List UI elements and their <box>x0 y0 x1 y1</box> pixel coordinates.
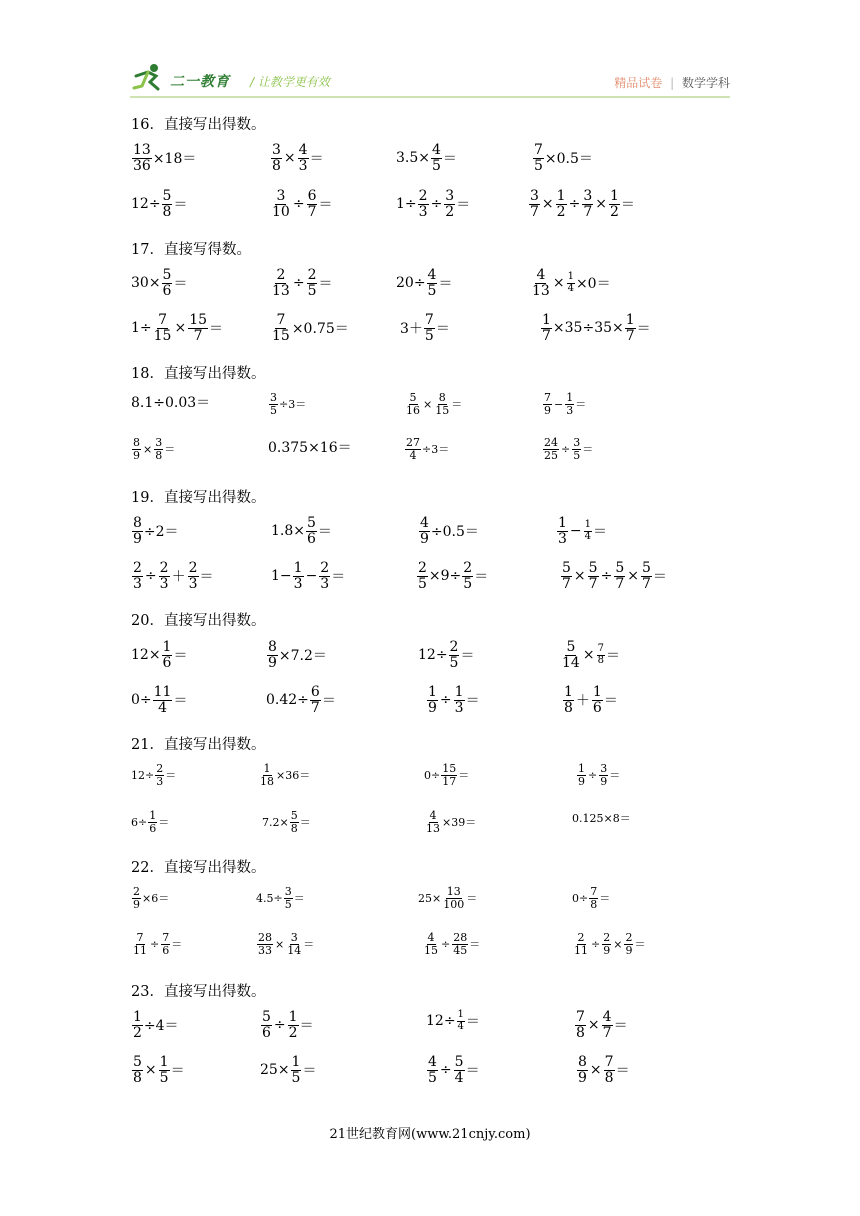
problem: $\frac{1}{2}$ ÷4＝ <box>133 1009 179 1041</box>
problem: 4.5÷ $\frac{3}{5}$ ＝ <box>256 885 305 911</box>
header-tags <box>614 74 730 91</box>
problem: $\frac{5}{16}$ × $\frac{8}{15}$ ＝ <box>406 391 463 417</box>
problem: 25× $\frac{13}{100}$ ＝ <box>418 885 478 911</box>
problem: 3＋ $\frac{7}{5}$ ＝ <box>400 312 450 344</box>
section-title-20: 20．直接写出得数。 <box>131 613 266 629</box>
problem: $\frac{7}{11}$ ÷ $\frac{7}{6}$ ＝ <box>133 931 183 957</box>
problem: $\frac{4}{5}$ ÷ $\frac{5}{4}$ ＝ <box>428 1054 480 1086</box>
problem: $\frac{1}{9}$ ÷ $\frac{1}{3}$ ＝ <box>428 684 480 716</box>
section-title-17: 17．直接写得数。 <box>131 242 251 258</box>
problem: $\frac{3}{7}$ × $\frac{1}{2}$ ÷ $\frac{3}{7}$ × $\frac{1}{2}$ ＝ <box>530 188 635 220</box>
problem: 7.2× $\frac{5}{8}$ ＝ <box>262 809 311 835</box>
problem: 0.42÷ $\frac{6}{7}$ ＝ <box>266 684 336 716</box>
header-divider <box>130 96 730 98</box>
problem: $\frac{28}{33}$ × $\frac{3}{14}$ ＝ <box>258 931 315 957</box>
problem: $\frac{7}{15}$ ×0.75＝ <box>272 312 349 344</box>
section-title-21: 21．直接写出得数。 <box>131 737 266 753</box>
problem: 12÷ $\frac{2}{5}$ ＝ <box>418 639 475 671</box>
logo-slogan: / 让教学更有效 <box>250 75 330 89</box>
problem: $\frac{5}{7}$ × $\frac{5}{7}$ ÷ $\frac{5}{7}$ × $\frac{5}{7}$ ＝ <box>562 560 667 592</box>
problem: $\frac{3}{5}$ ÷3＝ <box>270 391 307 417</box>
problem: $\frac{8}{9}$ ÷2＝ <box>133 515 179 547</box>
problem: $\frac{1}{3}$ − $\frac{1}{4}$ ＝ <box>558 515 608 547</box>
section-title-18: 18．直接写出得数。 <box>131 366 266 382</box>
problem: $\frac{2}{3}$ ÷ $\frac{2}{3}$ ＋ $\frac{2}{3}$ ＝ <box>133 560 214 592</box>
problem: 12÷ $\frac{1}{4}$ ＝ <box>426 1009 480 1032</box>
problem: $\frac{8}{9}$ ×7.2＝ <box>268 639 327 671</box>
problem: $\frac{7}{9}$ − $\frac{1}{3}$ ＝ <box>544 391 587 417</box>
problem: $\frac{1}{18}$ ×36＝ <box>260 762 311 788</box>
problem: $\frac{4}{9}$ ÷0.5＝ <box>420 515 479 547</box>
tag-premium: 精品试卷 <box>614 76 663 90</box>
tag-separator: | <box>670 76 675 90</box>
problem: 0.375×16＝ <box>268 440 352 456</box>
problem: 1.8× $\frac{5}{6}$ ＝ <box>271 515 332 547</box>
problem: 1÷ $\frac{7}{15}$ × $\frac{15}{7}$ ＝ <box>131 312 224 344</box>
problem: $\frac{7}{5}$ ×0.5＝ <box>534 142 593 174</box>
page-header <box>130 62 730 96</box>
problem: 0÷ $\frac{7}{8}$ ＝ <box>572 885 611 911</box>
problem: $\frac{4}{15}$ ÷ $\frac{28}{45}$ ＝ <box>424 931 481 957</box>
problem: $\frac{1}{7}$ ×35÷35× $\frac{1}{7}$ ＝ <box>542 312 651 344</box>
problem: 20÷ $\frac{4}{5}$ ＝ <box>396 267 453 299</box>
problem: $\frac{8}{9}$ × $\frac{3}{8}$ ＝ <box>133 436 176 462</box>
problem: $\frac{13}{36}$ ×18＝ <box>133 142 197 174</box>
logo-text: 二一教育 <box>170 74 230 90</box>
problem: 0.125×8＝ <box>572 812 631 825</box>
problem: 12÷ $\frac{5}{8}$ ＝ <box>131 188 188 220</box>
problem: 1− $\frac{1}{3}$ − $\frac{2}{3}$ ＝ <box>271 560 346 592</box>
section-title-22: 22．直接写出得数。 <box>131 860 266 876</box>
problem: $\frac{2}{13}$ ÷ $\frac{2}{5}$ ＝ <box>272 267 333 299</box>
problem: $\frac{4}{13}$ ×39＝ <box>426 809 477 835</box>
problem: $\frac{8}{9}$ × $\frac{7}{8}$ ＝ <box>578 1054 630 1086</box>
section-title-16: 16．直接写出得数。 <box>131 117 266 133</box>
problem: $\frac{27}{4}$ ÷3＝ <box>406 436 450 462</box>
problem: $\frac{24}{25}$ ÷ $\frac{3}{5}$ ＝ <box>544 436 594 462</box>
problem: 6÷ $\frac{1}{6}$ ＝ <box>131 809 170 835</box>
problem: $\frac{2}{11}$ ÷ $\frac{2}{9}$ × $\frac{2}{9}$ ＝ <box>574 931 646 957</box>
problem: 12× $\frac{1}{6}$ ＝ <box>131 639 188 671</box>
problem: $\frac{7}{8}$ × $\frac{4}{7}$ ＝ <box>576 1009 628 1041</box>
problem: $\frac{3}{10}$ ÷ $\frac{6}{7}$ ＝ <box>272 188 333 220</box>
problem: 0÷ $\frac{11}{4}$ ＝ <box>131 684 188 716</box>
problem: 30× $\frac{5}{6}$ ＝ <box>131 267 188 299</box>
problem: $\frac{3}{8}$ × $\frac{4}{3}$ ＝ <box>272 142 324 174</box>
problem: $\frac{4}{13}$ × $\frac{1}{4}$ ×0＝ <box>532 267 611 299</box>
problem: $\frac{1}{8}$ ＋ $\frac{1}{6}$ ＝ <box>564 684 618 716</box>
section-title-19: 19．直接写出得数。 <box>131 490 266 506</box>
problem: $\frac{5}{14}$ × $\frac{7}{8}$ ＝ <box>562 639 620 671</box>
problem: 12÷ $\frac{2}{3}$ ＝ <box>131 762 177 788</box>
problem: 3.5× $\frac{4}{5}$ ＝ <box>396 142 457 174</box>
runner-logo-icon <box>130 62 166 92</box>
problem: $\frac{5}{8}$ × $\frac{1}{5}$ ＝ <box>133 1054 185 1086</box>
problem: $\frac{2}{5}$ ×9÷ $\frac{2}{5}$ ＝ <box>418 560 489 592</box>
section-title-23: 23．直接写出得数。 <box>131 984 266 1000</box>
problem: $\frac{1}{9}$ ÷ $\frac{3}{9}$ ＝ <box>578 762 621 788</box>
problem: 25× $\frac{1}{5}$ ＝ <box>260 1054 317 1086</box>
page-footer: 21世纪教育网(www.21cnjy.com) <box>329 1127 531 1142</box>
problem: 1÷ $\frac{2}{3}$ ÷ $\frac{3}{2}$ ＝ <box>396 188 471 220</box>
problem: $\frac{5}{6}$ ÷ $\frac{1}{2}$ ＝ <box>262 1009 314 1041</box>
problem: $\frac{2}{9}$ ×6＝ <box>133 885 170 911</box>
problem: 0÷ $\frac{15}{17}$ ＝ <box>424 762 470 788</box>
tag-subject: 数学学科 <box>681 76 730 90</box>
problem: 8.1÷0.03＝ <box>131 395 211 411</box>
